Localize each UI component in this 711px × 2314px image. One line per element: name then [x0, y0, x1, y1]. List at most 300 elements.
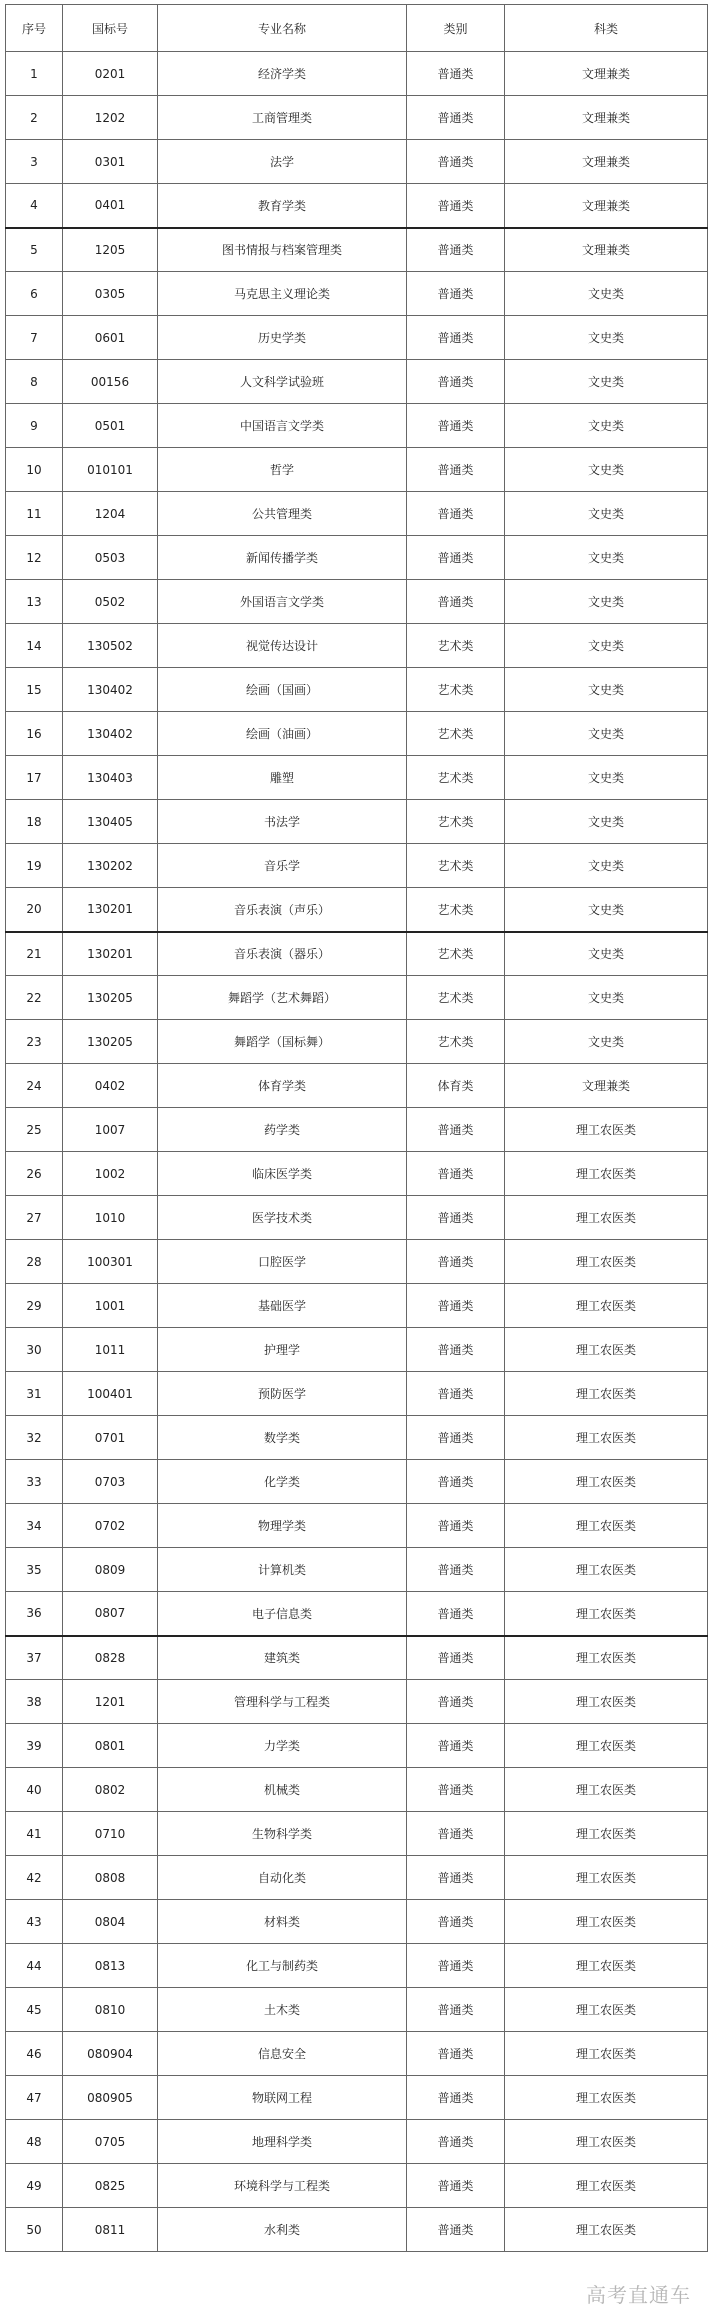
cell-major-name: 教育学类 — [158, 184, 407, 228]
cell-code: 130403 — [63, 756, 158, 800]
cell-seq: 7 — [6, 316, 63, 360]
table-row — [6, 52, 708, 96]
cell-seq: 41 — [6, 1812, 63, 1856]
cell-subject-category: 文史类 — [505, 492, 708, 536]
cell-type: 普通类 — [407, 2120, 505, 2164]
cell-seq: 29 — [6, 1284, 63, 1328]
table-row — [6, 492, 708, 536]
cell-subject-category: 理工农医类 — [505, 2164, 708, 2208]
cell-seq: 48 — [6, 2120, 63, 2164]
cell-subject-category: 理工农医类 — [505, 1196, 708, 1240]
cell-seq: 12 — [6, 536, 63, 580]
table-body — [6, 52, 708, 2252]
cell-subject-category: 理工农医类 — [505, 2120, 708, 2164]
cell-major-name: 化工与制药类 — [158, 1944, 407, 1988]
cell-subject-category: 理工农医类 — [505, 1680, 708, 1724]
cell-type: 普通类 — [407, 360, 505, 404]
cell-type: 普通类 — [407, 1152, 505, 1196]
cell-major-name: 经济学类 — [158, 52, 407, 96]
table-row — [6, 140, 708, 184]
table-row — [6, 316, 708, 360]
cell-type: 普通类 — [407, 448, 505, 492]
cell-code: 0809 — [63, 1548, 158, 1592]
cell-code: 1201 — [63, 1680, 158, 1724]
cell-subject-category: 理工农医类 — [505, 1284, 708, 1328]
cell-seq: 17 — [6, 756, 63, 800]
cell-seq: 25 — [6, 1108, 63, 1152]
cell-major-name: 哲学 — [158, 448, 407, 492]
table-row — [6, 1548, 708, 1592]
cell-subject-category: 文理兼类 — [505, 1064, 708, 1108]
cell-type: 普通类 — [407, 536, 505, 580]
cell-seq: 34 — [6, 1504, 63, 1548]
cell-subject-category: 文史类 — [505, 360, 708, 404]
table-row — [6, 888, 708, 932]
cell-subject-category: 文理兼类 — [505, 184, 708, 228]
cell-type: 体育类 — [407, 1064, 505, 1108]
cell-type: 普通类 — [407, 580, 505, 624]
cell-type: 普通类 — [407, 1416, 505, 1460]
cell-subject-category: 理工农医类 — [505, 1944, 708, 1988]
cell-major-name: 体育学类 — [158, 1064, 407, 1108]
table-row — [6, 2164, 708, 2208]
cell-type: 普通类 — [407, 140, 505, 184]
cell-seq: 30 — [6, 1328, 63, 1372]
cell-code: 0804 — [63, 1900, 158, 1944]
table-row — [6, 1592, 708, 1636]
cell-code: 130201 — [63, 932, 158, 976]
cell-subject-category: 理工农医类 — [505, 1328, 708, 1372]
header-major-name: 专业名称 — [158, 5, 407, 52]
majors-table — [5, 4, 708, 2252]
cell-code: 0702 — [63, 1504, 158, 1548]
cell-code: 0801 — [63, 1724, 158, 1768]
cell-major-name: 舞蹈学（国标舞） — [158, 1020, 407, 1064]
cell-seq: 26 — [6, 1152, 63, 1196]
cell-type: 艺术类 — [407, 1020, 505, 1064]
header-subject-category: 科类 — [505, 5, 708, 52]
cell-major-name: 建筑类 — [158, 1636, 407, 1680]
cell-code: 0502 — [63, 580, 158, 624]
cell-code: 130402 — [63, 668, 158, 712]
table-row — [6, 1504, 708, 1548]
table-row — [6, 2120, 708, 2164]
cell-subject-category: 理工农医类 — [505, 1548, 708, 1592]
cell-seq: 10 — [6, 448, 63, 492]
cell-major-name: 音乐表演（器乐） — [158, 932, 407, 976]
cell-code: 1202 — [63, 96, 158, 140]
cell-major-name: 外国语言文学类 — [158, 580, 407, 624]
cell-subject-category: 理工农医类 — [505, 1108, 708, 1152]
cell-major-name: 人文科学试验班 — [158, 360, 407, 404]
table-row — [6, 536, 708, 580]
table-row — [6, 1856, 708, 1900]
cell-type: 艺术类 — [407, 976, 505, 1020]
cell-subject-category: 理工农医类 — [505, 1240, 708, 1284]
cell-subject-category: 理工农医类 — [505, 1372, 708, 1416]
cell-seq: 27 — [6, 1196, 63, 1240]
cell-subject-category: 文史类 — [505, 932, 708, 976]
table-header-row — [6, 5, 708, 52]
cell-type: 普通类 — [407, 1988, 505, 2032]
cell-subject-category: 理工农医类 — [505, 1988, 708, 2032]
cell-seq: 39 — [6, 1724, 63, 1768]
cell-type: 艺术类 — [407, 756, 505, 800]
cell-code: 0305 — [63, 272, 158, 316]
cell-major-name: 音乐表演（声乐） — [158, 888, 407, 932]
cell-seq: 43 — [6, 1900, 63, 1944]
cell-major-name: 视觉传达设计 — [158, 624, 407, 668]
cell-seq: 11 — [6, 492, 63, 536]
cell-code: 080904 — [63, 2032, 158, 2076]
cell-major-name: 历史学类 — [158, 316, 407, 360]
cell-type: 普通类 — [407, 1548, 505, 1592]
cell-seq: 47 — [6, 2076, 63, 2120]
cell-type: 普通类 — [407, 2208, 505, 2252]
cell-code: 130402 — [63, 712, 158, 756]
cell-major-name: 新闻传播学类 — [158, 536, 407, 580]
cell-major-name: 医学技术类 — [158, 1196, 407, 1240]
table-row — [6, 976, 708, 1020]
cell-code: 0503 — [63, 536, 158, 580]
cell-subject-category: 理工农医类 — [505, 1416, 708, 1460]
table-row — [6, 1812, 708, 1856]
cell-subject-category: 文史类 — [505, 580, 708, 624]
header-seq: 序号 — [6, 5, 63, 52]
cell-type: 普通类 — [407, 228, 505, 272]
cell-type: 艺术类 — [407, 888, 505, 932]
table-row — [6, 2208, 708, 2252]
cell-type: 艺术类 — [407, 624, 505, 668]
cell-major-name: 预防医学 — [158, 1372, 407, 1416]
cell-type: 普通类 — [407, 1504, 505, 1548]
table-row — [6, 1372, 708, 1416]
cell-type: 艺术类 — [407, 844, 505, 888]
cell-subject-category: 文史类 — [505, 316, 708, 360]
cell-major-name: 书法学 — [158, 800, 407, 844]
cell-subject-category: 文史类 — [505, 668, 708, 712]
cell-type: 普通类 — [407, 1900, 505, 1944]
cell-code: 0601 — [63, 316, 158, 360]
cell-type: 普通类 — [407, 1944, 505, 1988]
cell-type: 普通类 — [407, 96, 505, 140]
cell-code: 130202 — [63, 844, 158, 888]
cell-subject-category: 理工农医类 — [505, 1856, 708, 1900]
cell-type: 普通类 — [407, 1724, 505, 1768]
table-row — [6, 844, 708, 888]
watermark: 高考直通车 — [586, 2283, 691, 2307]
cell-subject-category: 文史类 — [505, 888, 708, 932]
cell-seq: 9 — [6, 404, 63, 448]
table-row — [6, 800, 708, 844]
cell-major-name: 信息安全 — [158, 2032, 407, 2076]
cell-subject-category: 文理兼类 — [505, 52, 708, 96]
cell-seq: 14 — [6, 624, 63, 668]
table-row — [6, 1900, 708, 1944]
cell-type: 普通类 — [407, 1768, 505, 1812]
cell-seq: 28 — [6, 1240, 63, 1284]
cell-code: 1001 — [63, 1284, 158, 1328]
cell-major-name: 口腔医学 — [158, 1240, 407, 1284]
table-row — [6, 932, 708, 976]
table-row — [6, 184, 708, 228]
table-row — [6, 1064, 708, 1108]
cell-code: 0703 — [63, 1460, 158, 1504]
cell-code: 0813 — [63, 1944, 158, 1988]
cell-seq: 44 — [6, 1944, 63, 1988]
cell-type: 普通类 — [407, 2032, 505, 2076]
cell-seq: 2 — [6, 96, 63, 140]
cell-code: 080905 — [63, 2076, 158, 2120]
cell-major-name: 地理科学类 — [158, 2120, 407, 2164]
cell-major-name: 绘画（国画） — [158, 668, 407, 712]
cell-subject-category: 理工农医类 — [505, 1900, 708, 1944]
cell-code: 0808 — [63, 1856, 158, 1900]
cell-type: 普通类 — [407, 52, 505, 96]
cell-major-name: 物理学类 — [158, 1504, 407, 1548]
cell-seq: 38 — [6, 1680, 63, 1724]
cell-subject-category: 理工农医类 — [505, 1460, 708, 1504]
cell-code: 0802 — [63, 1768, 158, 1812]
cell-code: 1205 — [63, 228, 158, 272]
cell-subject-category: 理工农医类 — [505, 2208, 708, 2252]
cell-subject-category: 文理兼类 — [505, 228, 708, 272]
cell-seq: 19 — [6, 844, 63, 888]
cell-seq: 8 — [6, 360, 63, 404]
cell-subject-category: 文史类 — [505, 756, 708, 800]
cell-subject-category: 文史类 — [505, 976, 708, 1020]
cell-type: 普通类 — [407, 1328, 505, 1372]
cell-code: 130205 — [63, 1020, 158, 1064]
cell-type: 普通类 — [407, 1592, 505, 1636]
cell-code: 1002 — [63, 1152, 158, 1196]
table-row — [6, 1944, 708, 1988]
table-row — [6, 1152, 708, 1196]
table-row — [6, 756, 708, 800]
cell-seq: 33 — [6, 1460, 63, 1504]
cell-seq: 46 — [6, 2032, 63, 2076]
cell-major-name: 生物科学类 — [158, 1812, 407, 1856]
cell-code: 00156 — [63, 360, 158, 404]
cell-subject-category: 文理兼类 — [505, 96, 708, 140]
cell-code: 0401 — [63, 184, 158, 228]
cell-subject-category: 文史类 — [505, 844, 708, 888]
cell-major-name: 护理学 — [158, 1328, 407, 1372]
cell-type: 普通类 — [407, 2076, 505, 2120]
cell-seq: 1 — [6, 52, 63, 96]
cell-major-name: 舞蹈学（艺术舞蹈） — [158, 976, 407, 1020]
table-row — [6, 1988, 708, 2032]
cell-type: 普通类 — [407, 404, 505, 448]
cell-major-name: 数学类 — [158, 1416, 407, 1460]
table-row — [6, 2032, 708, 2076]
cell-seq: 4 — [6, 184, 63, 228]
table-row — [6, 1328, 708, 1372]
cell-seq: 3 — [6, 140, 63, 184]
cell-major-name: 力学类 — [158, 1724, 407, 1768]
table-row — [6, 1108, 708, 1152]
cell-type: 普通类 — [407, 316, 505, 360]
cell-subject-category: 理工农医类 — [505, 1592, 708, 1636]
cell-code: 0705 — [63, 2120, 158, 2164]
cell-seq: 22 — [6, 976, 63, 1020]
cell-type: 普通类 — [407, 2164, 505, 2208]
cell-code: 130405 — [63, 800, 158, 844]
cell-code: 0807 — [63, 1592, 158, 1636]
cell-subject-category: 理工农医类 — [505, 1724, 708, 1768]
cell-seq: 24 — [6, 1064, 63, 1108]
table-row — [6, 1636, 708, 1680]
cell-subject-category: 文史类 — [505, 712, 708, 756]
cell-seq: 32 — [6, 1416, 63, 1460]
cell-code: 0402 — [63, 1064, 158, 1108]
cell-type: 艺术类 — [407, 668, 505, 712]
cell-seq: 6 — [6, 272, 63, 316]
cell-code: 0501 — [63, 404, 158, 448]
cell-seq: 20 — [6, 888, 63, 932]
cell-code: 1204 — [63, 492, 158, 536]
cell-seq: 13 — [6, 580, 63, 624]
cell-type: 普通类 — [407, 1460, 505, 1504]
cell-major-name: 电子信息类 — [158, 1592, 407, 1636]
cell-major-name: 基础医学 — [158, 1284, 407, 1328]
cell-seq: 15 — [6, 668, 63, 712]
table-row — [6, 1284, 708, 1328]
cell-seq: 45 — [6, 1988, 63, 2032]
cell-major-name: 音乐学 — [158, 844, 407, 888]
cell-code: 0811 — [63, 2208, 158, 2252]
cell-seq: 18 — [6, 800, 63, 844]
cell-code: 130502 — [63, 624, 158, 668]
cell-type: 普通类 — [407, 1812, 505, 1856]
cell-code: 0825 — [63, 2164, 158, 2208]
cell-code: 0810 — [63, 1988, 158, 2032]
cell-subject-category: 理工农医类 — [505, 1768, 708, 1812]
cell-subject-category: 文史类 — [505, 448, 708, 492]
cell-type: 艺术类 — [407, 712, 505, 756]
cell-type: 普通类 — [407, 1856, 505, 1900]
table-row — [6, 272, 708, 316]
table-row — [6, 1724, 708, 1768]
cell-seq: 42 — [6, 1856, 63, 1900]
cell-type: 普通类 — [407, 1636, 505, 1680]
cell-major-name: 物联网工程 — [158, 2076, 407, 2120]
cell-major-name: 公共管理类 — [158, 492, 407, 536]
cell-subject-category: 文史类 — [505, 272, 708, 316]
cell-code: 130205 — [63, 976, 158, 1020]
header-code: 国标号 — [63, 5, 158, 52]
cell-type: 普通类 — [407, 1680, 505, 1724]
cell-subject-category: 文史类 — [505, 404, 708, 448]
table-row — [6, 1020, 708, 1064]
cell-seq: 16 — [6, 712, 63, 756]
cell-major-name: 材料类 — [158, 1900, 407, 1944]
cell-subject-category: 文史类 — [505, 624, 708, 668]
table-row — [6, 228, 708, 272]
cell-type: 普通类 — [407, 492, 505, 536]
table-row — [6, 2076, 708, 2120]
cell-seq: 50 — [6, 2208, 63, 2252]
cell-type: 普通类 — [407, 1240, 505, 1284]
cell-subject-category: 理工农医类 — [505, 1812, 708, 1856]
cell-major-name: 化学类 — [158, 1460, 407, 1504]
table-row — [6, 580, 708, 624]
cell-code: 0710 — [63, 1812, 158, 1856]
cell-major-name: 环境科学与工程类 — [158, 2164, 407, 2208]
cell-major-name: 雕塑 — [158, 756, 407, 800]
cell-major-name: 管理科学与工程类 — [158, 1680, 407, 1724]
table-row — [6, 1240, 708, 1284]
cell-type: 艺术类 — [407, 932, 505, 976]
cell-seq: 35 — [6, 1548, 63, 1592]
cell-subject-category: 理工农医类 — [505, 2032, 708, 2076]
cell-code: 0828 — [63, 1636, 158, 1680]
cell-subject-category: 文史类 — [505, 536, 708, 580]
cell-seq: 31 — [6, 1372, 63, 1416]
table-row — [6, 448, 708, 492]
cell-type: 艺术类 — [407, 800, 505, 844]
cell-code: 1007 — [63, 1108, 158, 1152]
cell-subject-category: 理工农医类 — [505, 1152, 708, 1196]
table-row — [6, 668, 708, 712]
cell-major-name: 马克思主义理论类 — [158, 272, 407, 316]
cell-major-name: 中国语言文学类 — [158, 404, 407, 448]
cell-major-name: 自动化类 — [158, 1856, 407, 1900]
cell-major-name: 计算机类 — [158, 1548, 407, 1592]
cell-major-name: 土木类 — [158, 1988, 407, 2032]
cell-seq: 49 — [6, 2164, 63, 2208]
cell-type: 普通类 — [407, 1196, 505, 1240]
cell-seq: 37 — [6, 1636, 63, 1680]
cell-subject-category: 理工农医类 — [505, 1504, 708, 1548]
cell-code: 1011 — [63, 1328, 158, 1372]
cell-type: 普通类 — [407, 1108, 505, 1152]
cell-seq: 5 — [6, 228, 63, 272]
cell-type: 普通类 — [407, 272, 505, 316]
table-row — [6, 1460, 708, 1504]
cell-type: 普通类 — [407, 1372, 505, 1416]
cell-code: 010101 — [63, 448, 158, 492]
cell-major-name: 工商管理类 — [158, 96, 407, 140]
cell-subject-category: 理工农医类 — [505, 1636, 708, 1680]
table-row — [6, 404, 708, 448]
cell-major-name: 机械类 — [158, 1768, 407, 1812]
table-row — [6, 624, 708, 668]
cell-type: 普通类 — [407, 184, 505, 228]
cell-major-name: 图书情报与档案管理类 — [158, 228, 407, 272]
cell-seq: 21 — [6, 932, 63, 976]
cell-major-name: 水利类 — [158, 2208, 407, 2252]
cell-code: 100301 — [63, 1240, 158, 1284]
cell-subject-category: 理工农医类 — [505, 2076, 708, 2120]
cell-seq: 40 — [6, 1768, 63, 1812]
cell-code: 0301 — [63, 140, 158, 184]
cell-code: 130201 — [63, 888, 158, 932]
table-row — [6, 1768, 708, 1812]
cell-subject-category: 文理兼类 — [505, 140, 708, 184]
table-row — [6, 712, 708, 756]
table-row — [6, 96, 708, 140]
table-row — [6, 1416, 708, 1460]
cell-major-name: 法学 — [158, 140, 407, 184]
cell-major-name: 药学类 — [158, 1108, 407, 1152]
cell-code: 0201 — [63, 52, 158, 96]
cell-subject-category: 文史类 — [505, 800, 708, 844]
table-row — [6, 360, 708, 404]
table-row — [6, 1680, 708, 1724]
cell-major-name: 绘画（油画） — [158, 712, 407, 756]
cell-code: 1010 — [63, 1196, 158, 1240]
